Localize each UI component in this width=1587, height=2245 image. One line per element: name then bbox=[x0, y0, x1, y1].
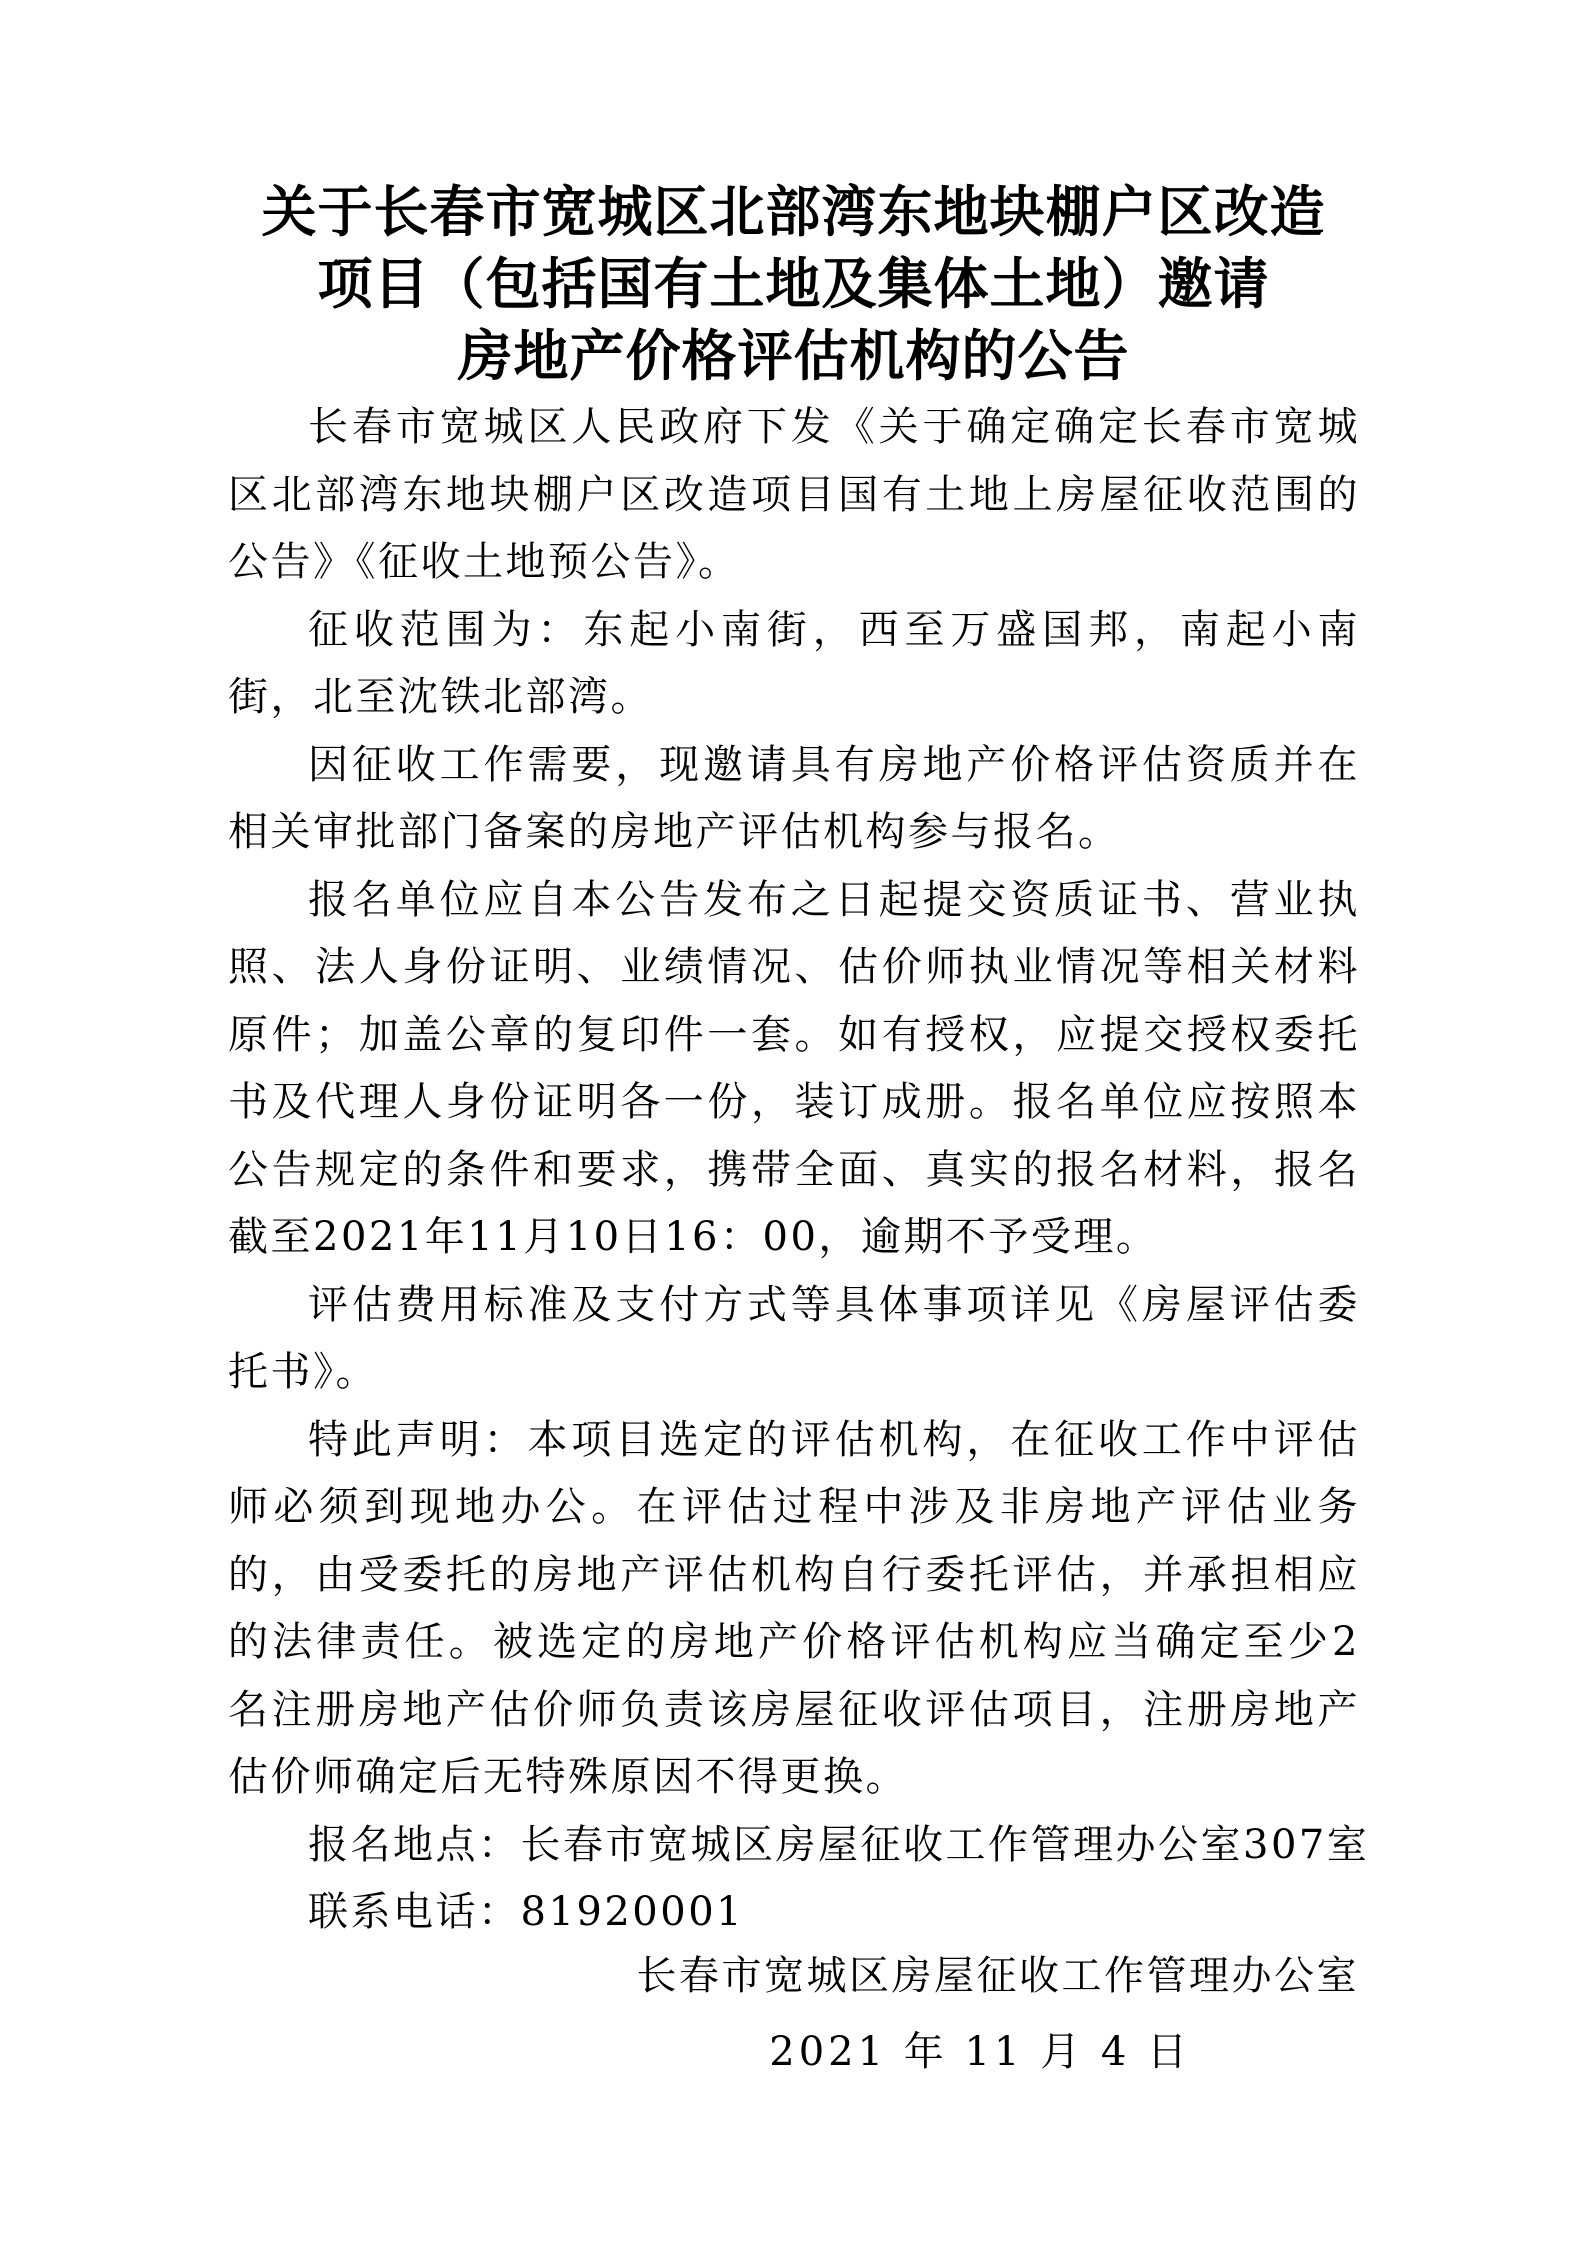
paragraph-requirements: 报名单位应自本公告发布之日起提交资质证书、营业执照、法人身份证明、业绩情况、估价师执业情况等相关材料原件；加盖公章的复印件一套。如有授权，应提交授权委托书及代理人身份证明各一份，装订成册。报名单位应按照本公告规定的条件和要求，携带全面、真实的报名材料，报名截至2021年11月10日16：00，逾期不予受理。 bbox=[228, 876, 1360, 1260]
paragraph-scope: 征收范围为：东起小南街，西至万盛国邦，南起小南街，北至沈铁北部湾。 bbox=[228, 606, 1360, 720]
paragraph-invitation: 因征收工作需要，现邀请具有房地产价格评估资质并在相关审批部门备案的房地产评估机构参与报名。 bbox=[228, 741, 1360, 855]
paragraph-statement: 特此声明：本项目选定的评估机构，在征收工作中评估师必须到现地办公。在评估过程中涉及非房地产评估业务的，由受委托的房地产评估机构自行委托评估，并承担相应的法律责任。被选定的房地产价格评估机构应当确定至少2名注册房地产估价师负责该房屋征收评估项目，注册房地产估价师确定后无特殊原因不得更换。 bbox=[228, 1416, 1360, 1800]
signature-date: 2021 年 11 月 4 日 bbox=[769, 2029, 1191, 2075]
signature-office: 长春市宽城区房屋征收工作管理办公室 bbox=[636, 1953, 1359, 1999]
paragraph-location: 报名地点：长春市宽城区房屋征收工作管理办公室307室 bbox=[308, 1821, 1370, 1868]
paragraph-notice-source: 长春市宽城区人民政府下发《关于确定确定长春市宽城区北部湾东地块棚户区改造项目国有土地上房屋征收范围的公告》《征收土地预公告》。 bbox=[228, 404, 1360, 585]
document-title bbox=[200, 176, 1387, 392]
title-line-3: 房地产价格评估机构的公告 bbox=[457, 324, 1130, 388]
document-body bbox=[228, 394, 1370, 1947]
title-line-2: 项目（包括国有土地及集体土地）邀请 bbox=[317, 252, 1270, 316]
title-line-1: 关于长春市宽城区北部湾东地块棚户区改造 bbox=[261, 180, 1326, 244]
paragraph-fees: 评估费用标准及支付方式等具体事项详见《房屋评估委托书》。 bbox=[228, 1281, 1360, 1395]
paragraph-phone: 联系电话：81920001 bbox=[308, 1889, 745, 1935]
